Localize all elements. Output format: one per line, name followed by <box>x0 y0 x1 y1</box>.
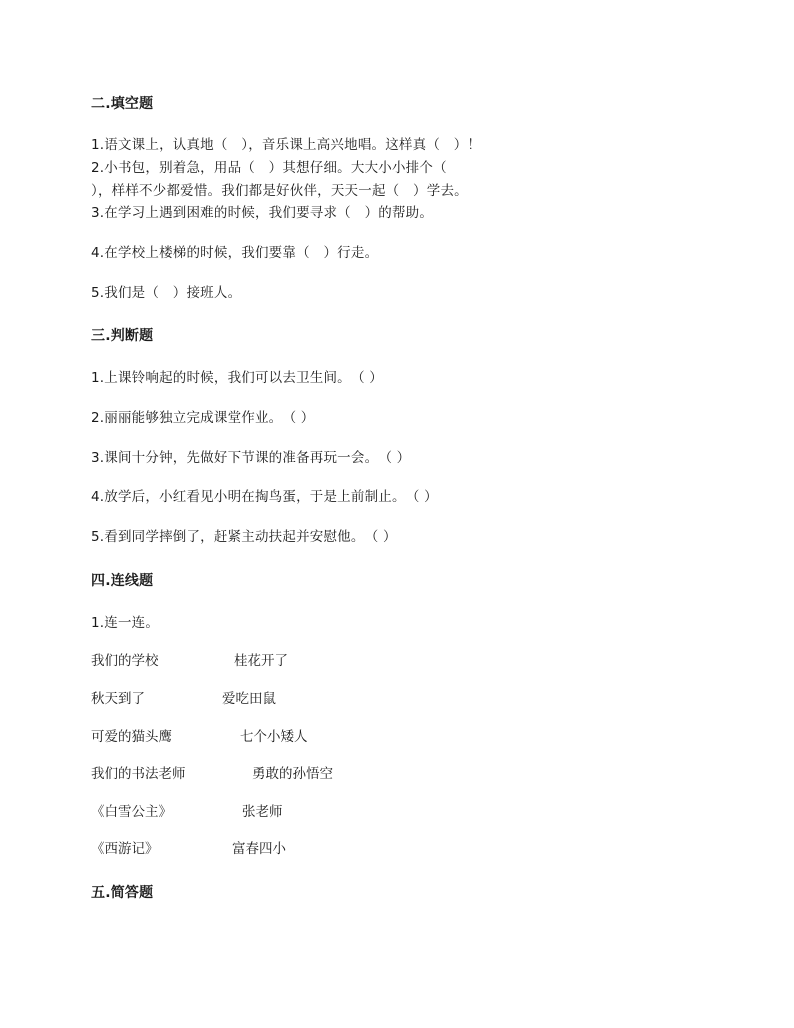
fill-question-1: 1.语文课上，认真地（ ），音乐课上高兴地唱。这样真（ ）！ <box>91 137 482 153</box>
matching-right-item: 富春四小 <box>232 841 286 857</box>
matching-right-item: 勇敢的孙悟空 <box>252 766 333 782</box>
matching-right-item: 爱吃田鼠 <box>222 691 276 707</box>
fill-question-5: 5.我们是（ ）接班人。 <box>91 285 242 301</box>
fill-question-2-line-1: 2.小书包，别着急，用品（ ）其想仔细。大大小小排个（ <box>91 160 447 176</box>
fill-question-4: 4.在学校上楼梯的时候，我们要靠（ ）行走。 <box>91 245 379 261</box>
section-heading-short-answer: 五.简答题 <box>91 885 154 901</box>
matching-row <box>91 728 691 748</box>
section-heading-matching: 四.连线题 <box>91 573 154 589</box>
matching-left-item: 《白雪公主》 <box>91 804 172 820</box>
judge-question-2: 2.丽丽能够独立完成课堂作业。 （ ） <box>91 410 315 426</box>
matching-left-item: 秋天到了 <box>91 691 145 707</box>
matching-left-item: 《西游记》 <box>91 841 159 857</box>
fill-question-2-line-2: ），样样不少都爱惜。我们都是好伙伴，天天一起（ ）学去。 <box>91 183 468 199</box>
matching-left-item: 我们的学校 <box>91 653 159 669</box>
matching-row <box>91 690 691 710</box>
matching-right-item: 张老师 <box>242 804 283 820</box>
matching-intro: 1.连一连。 <box>91 615 160 631</box>
matching-row <box>91 840 691 860</box>
matching-left-item: 我们的书法老师 <box>91 766 186 782</box>
section-heading-true-false: 三.判断题 <box>91 328 154 344</box>
matching-right-item: 七个小矮人 <box>240 729 308 745</box>
matching-row <box>91 652 691 672</box>
matching-row <box>91 765 691 785</box>
matching-right-item: 桂花开了 <box>234 653 288 669</box>
judge-question-1: 1.上课铃响起的时候，我们可以去卫生间。 （ ） <box>91 370 383 386</box>
judge-question-3: 3.课间十分钟，先做好下节课的准备再玩一会。 （ ） <box>91 450 411 466</box>
matching-left-item: 可爱的猫头鹰 <box>91 729 172 745</box>
section-heading-fill-blank: 二.填空题 <box>91 96 154 112</box>
judge-question-4: 4.放学后，小红看见小明在掏鸟蛋，于是上前制止。 （ ） <box>91 489 438 505</box>
fill-question-3: 3.在学习上遇到困难的时候，我们要寻求（ ）的帮助。 <box>91 205 434 221</box>
judge-question-5: 5.看到同学摔倒了，赶紧主动扶起并安慰他。 （ ） <box>91 529 397 545</box>
matching-row <box>91 803 691 823</box>
